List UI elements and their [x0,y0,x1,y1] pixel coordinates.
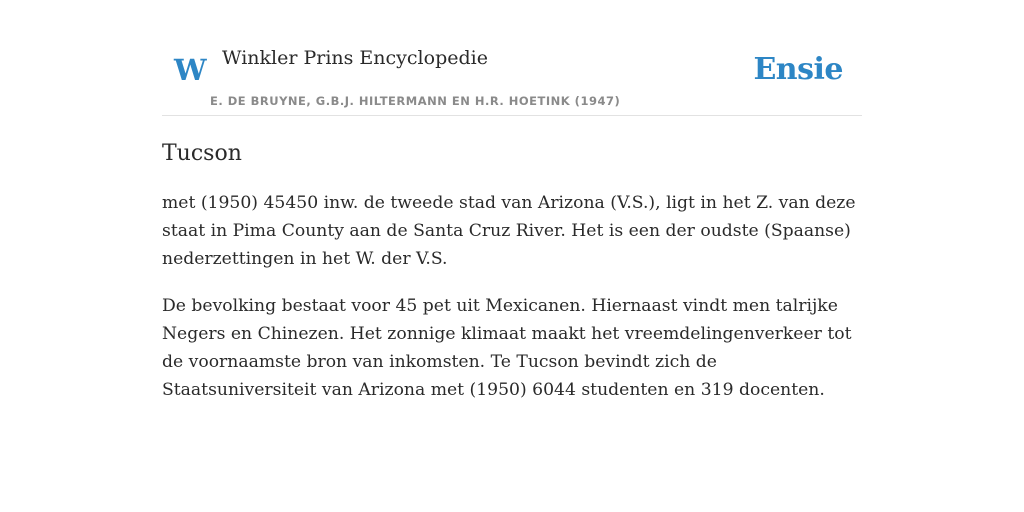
article-paragraph-2: De bevolking bestaat voor 45 pet uit Mexicanen. Hiernaast vindt men talrijke Negers en Chinezen. Het zonnige klimaat maakt het vreemdelingenverkeer tot de voornaamste bron van inkomsten. Te Tucson bevindt zich de Staatsuniversiteit van Arizona met (1950) 6044 studenten en 319 docenten. [162,296,852,400]
article [162,138,862,404]
encyclopedia-logo[interactable]: W [174,53,207,87]
encyclopedia-title[interactable]: Winkler Prins Encyclopedie [222,47,488,69]
encyclopedia-authors: E. DE BRUYNE, G.B.J. HILTERMANN EN H.R. HOETINK (1947) [210,94,621,108]
page-header [162,0,862,116]
article-paragraph-1: met (1950) 45450 inw. de tweede stad van Arizona (V.S.), ligt in het Z. van deze staat in Pima County aan de Santa Cruz River. Het is een der oudste (Spaanse) nederzettingen in het W. der V.S. [162,193,856,269]
ensie-brand-link[interactable]: Ensie [753,52,843,87]
article-title: Tucson [162,141,242,166]
